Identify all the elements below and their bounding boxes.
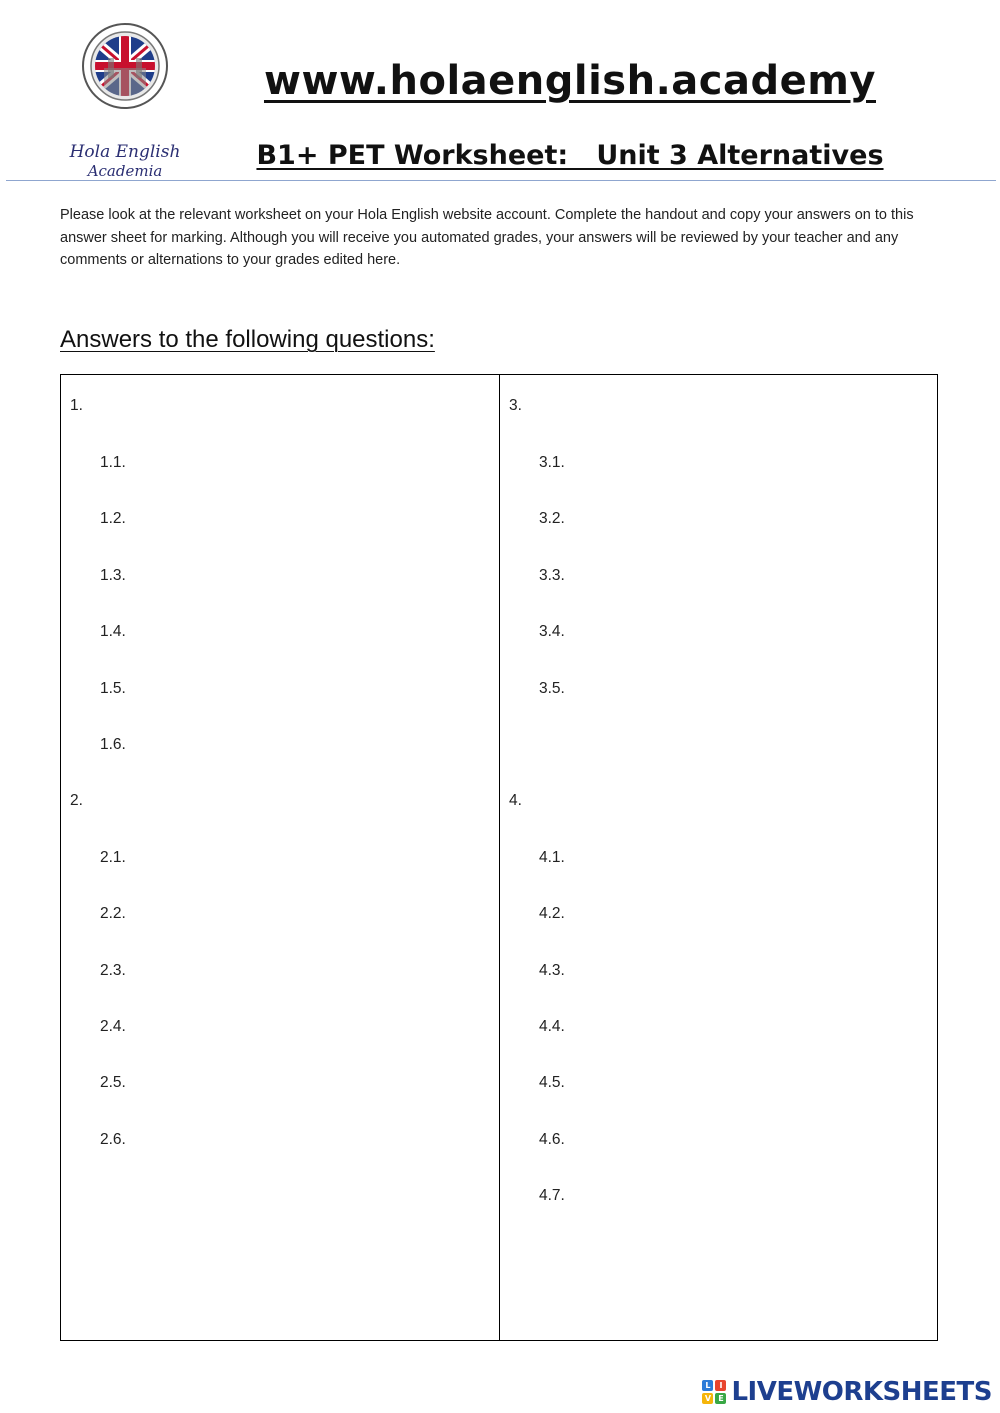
answer-2-1[interactable]: 2.1.	[100, 849, 126, 866]
badge-letter-v: V	[702, 1393, 713, 1404]
answer-2-2[interactable]: 2.2.	[100, 905, 126, 922]
answer-3-3[interactable]: 3.3.	[539, 567, 565, 584]
liveworksheets-text: LIVEWORKSHEETS	[731, 1377, 992, 1407]
answer-table	[60, 374, 938, 1341]
answer-4-1[interactable]: 4.1.	[539, 849, 565, 866]
instructions-paragraph: Please look at the relevant worksheet on your Hola English website account. Complete the handout and copy your answers on to this answer sheet for marking. Although you will receive you automated grades, your answers will be reviewed by your teacher and any comments or alternations to your grades edited here.	[60, 207, 914, 268]
answer-4-2[interactable]: 4.2.	[539, 905, 565, 922]
answer-1-3[interactable]: 1.3.	[100, 567, 126, 584]
answer-2-4[interactable]: 2.4.	[100, 1018, 126, 1035]
question-1-label: 1.	[70, 397, 83, 414]
answer-3-2[interactable]: 3.2.	[539, 510, 565, 527]
question-3-label: 3.	[509, 397, 522, 414]
answer-4-4[interactable]: 4.4.	[539, 1018, 565, 1035]
answer-3-1[interactable]: 3.1.	[539, 454, 565, 471]
answer-column-left	[61, 375, 500, 1340]
answer-2-6[interactable]: 2.6.	[100, 1131, 126, 1148]
logo-script-line-2: Academia	[87, 162, 163, 178]
answer-1-5[interactable]: 1.5.	[100, 680, 126, 697]
answer-3-5[interactable]: 3.5.	[539, 680, 565, 697]
answer-4-3[interactable]: 4.3.	[539, 962, 565, 979]
badge-letter-l: L	[702, 1380, 713, 1391]
answer-1-6[interactable]: 1.6.	[100, 736, 126, 753]
question-4-label: 4.	[509, 792, 522, 809]
logo-script-line-1: Hola English	[69, 142, 181, 162]
answer-1-4[interactable]: 1.4.	[100, 623, 126, 640]
answer-4-5[interactable]: 4.5.	[539, 1074, 565, 1091]
site-url: www.holaenglish.academy	[263, 58, 876, 104]
liveworksheets-logo-icon	[702, 1380, 726, 1404]
badge-letter-e: E	[715, 1393, 726, 1404]
answer-2-3[interactable]: 2.3.	[100, 962, 126, 979]
answer-4-7[interactable]: 4.7.	[539, 1187, 565, 1204]
header-divider	[6, 180, 996, 181]
answer-2-5[interactable]: 2.5.	[100, 1074, 126, 1091]
question-2-label: 2.	[70, 792, 83, 809]
answer-1-2[interactable]: 1.2.	[100, 510, 126, 527]
answer-4-6[interactable]: 4.6.	[539, 1131, 565, 1148]
liveworksheets-brand[interactable]	[702, 1376, 992, 1408]
worksheet-title: B1+ PET Worksheet: Unit 3 Alternatives	[256, 140, 884, 171]
answer-column-right	[500, 375, 937, 1340]
answer-3-4[interactable]: 3.4.	[539, 623, 565, 640]
badge-letter-i: I	[715, 1380, 726, 1391]
answer-1-1[interactable]: 1.1.	[100, 454, 126, 471]
section-heading: Answers to the following questions:	[60, 326, 435, 353]
hola-english-logo	[60, 18, 190, 178]
